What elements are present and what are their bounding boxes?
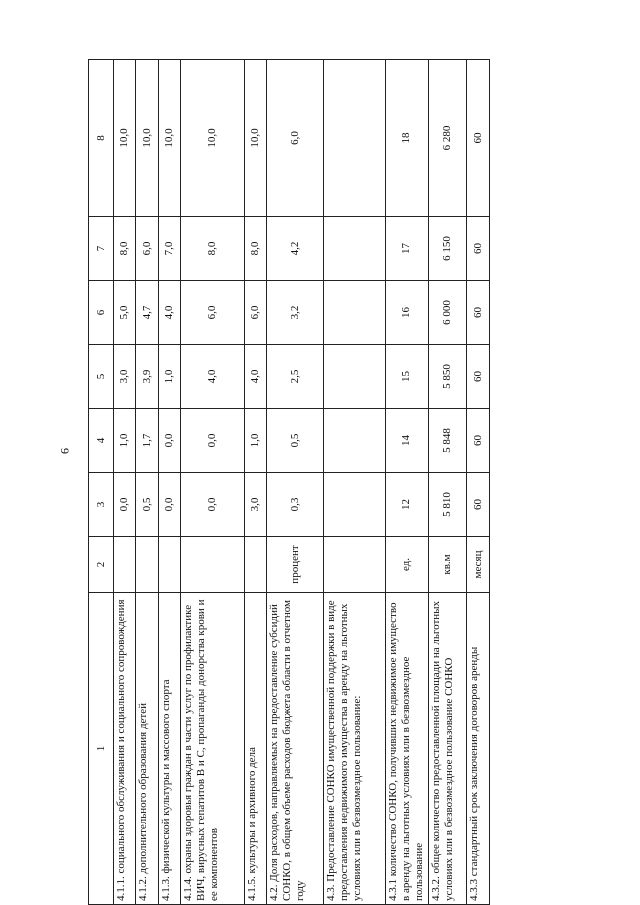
- value-cell: 16: [385, 281, 428, 345]
- value-cell: 17: [385, 217, 428, 281]
- value-cell: 0,0: [114, 473, 136, 537]
- value-cell: 0,5: [136, 473, 158, 537]
- header-row: [89, 60, 114, 905]
- header-cell: 4: [89, 409, 114, 473]
- unit-cell: [181, 537, 244, 593]
- value-cell: 3,2: [267, 281, 324, 345]
- value-cell: 3,9: [136, 345, 158, 409]
- page-number: 9: [58, 448, 72, 454]
- value-cell: 4,0: [244, 345, 266, 409]
- table-row: [114, 60, 136, 905]
- value-cell: 0,0: [158, 409, 180, 473]
- unit-cell: [114, 537, 136, 593]
- value-cell: 0,0: [181, 409, 244, 473]
- indicator-name: 4.1.5. культуры и архивного дела: [244, 593, 266, 905]
- value-cell: 60: [467, 473, 490, 537]
- unit-cell: [244, 537, 266, 593]
- value-cell: 6,0: [136, 217, 158, 281]
- table-row: [428, 60, 467, 905]
- value-cell: [324, 281, 385, 345]
- header-cell: 8: [89, 60, 114, 217]
- table-row: [244, 60, 266, 905]
- table-row: [136, 60, 158, 905]
- unit-cell: [136, 537, 158, 593]
- unit-cell: ед.: [385, 537, 428, 593]
- table-row: [158, 60, 180, 905]
- value-cell: 4,0: [181, 345, 244, 409]
- value-cell: 4,0: [158, 281, 180, 345]
- value-cell: 8,0: [244, 217, 266, 281]
- table-row: [267, 60, 324, 905]
- value-cell: 0,5: [267, 409, 324, 473]
- unit-cell: [158, 537, 180, 593]
- value-cell: 60: [467, 345, 490, 409]
- header-cell: 6: [89, 281, 114, 345]
- indicator-name: 4.1.2. дополнительного образования детей: [136, 593, 158, 905]
- indicators-table-rotated: [88, 60, 640, 901]
- value-cell: [324, 473, 385, 537]
- value-cell: [324, 345, 385, 409]
- value-cell: 10,0: [158, 60, 180, 217]
- header-cell: 1: [89, 593, 114, 905]
- indicator-name: 4.1.3. физической культуры и массового спорта: [158, 593, 180, 905]
- value-cell: 60: [467, 281, 490, 345]
- value-cell: 8,0: [114, 217, 136, 281]
- value-cell: 3,0: [244, 473, 266, 537]
- value-cell: 2,5: [267, 345, 324, 409]
- table-row: [181, 60, 244, 905]
- unit-cell: кв.м: [428, 537, 467, 593]
- unit-cell: месяц: [467, 537, 490, 593]
- header-cell: 5: [89, 345, 114, 409]
- value-cell: 14: [385, 409, 428, 473]
- value-cell: 1,7: [136, 409, 158, 473]
- value-cell: 0,3: [267, 473, 324, 537]
- value-cell: 10,0: [244, 60, 266, 217]
- value-cell: 5,0: [114, 281, 136, 345]
- value-cell: 4,7: [136, 281, 158, 345]
- table-row: [385, 60, 428, 905]
- value-cell: 6,0: [181, 281, 244, 345]
- value-cell: 6,0: [267, 60, 324, 217]
- header-cell: 2: [89, 537, 114, 593]
- header-cell: 3: [89, 473, 114, 537]
- value-cell: 5 850: [428, 345, 467, 409]
- value-cell: 1,0: [244, 409, 266, 473]
- indicators-table: [88, 59, 490, 905]
- value-cell: 10,0: [136, 60, 158, 217]
- value-cell: 1,0: [158, 345, 180, 409]
- value-cell: 6,0: [244, 281, 266, 345]
- indicator-name: 4.3.1 количество СОНКО, получивших недвижимое имущество в аренду на льготных условиях или в безвозмездное пользование: [385, 593, 428, 905]
- value-cell: 18: [385, 60, 428, 217]
- unit-cell: процент: [267, 537, 324, 593]
- table-row: [324, 60, 385, 905]
- value-cell: 0,0: [158, 473, 180, 537]
- value-cell: 6 000: [428, 281, 467, 345]
- value-cell: 1,0: [114, 409, 136, 473]
- indicator-name: 4.3. Предоставление СОНКО имущественной поддержки в виде предоставления недвижимого имущества в аренду на льготных условиях или в безвозмездное пользование:: [324, 593, 385, 905]
- value-cell: 8,0: [181, 217, 244, 281]
- value-cell: 10,0: [181, 60, 244, 217]
- indicator-name: 4.2. Доля расходов, направляемых на предоставление субсидий СОНКО, в общем объеме расходов бюджета области в отчетном году: [267, 593, 324, 905]
- indicator-name: 4.3.2. общее количество предоставленной площади на льготных условиях или в безвозмездное пользование СОНКО: [428, 593, 467, 905]
- table-row: [467, 60, 490, 905]
- indicator-name: 4.1.1. социального обслуживания и социального сопровождения: [114, 593, 136, 905]
- value-cell: 10,0: [114, 60, 136, 217]
- value-cell: [324, 60, 385, 217]
- value-cell: 4,2: [267, 217, 324, 281]
- value-cell: 12: [385, 473, 428, 537]
- value-cell: 5 848: [428, 409, 467, 473]
- value-cell: 6 280: [428, 60, 467, 217]
- value-cell: [324, 409, 385, 473]
- value-cell: 3,0: [114, 345, 136, 409]
- value-cell: 6 150: [428, 217, 467, 281]
- value-cell: 15: [385, 345, 428, 409]
- value-cell: 60: [467, 409, 490, 473]
- value-cell: 0,0: [181, 473, 244, 537]
- indicator-name: 4.1.4. охраны здоровья граждан в части услуг по профилактике ВИЧ, вирусных гепатитов В и С, пропаганды донорства крови и ее компонентов: [181, 593, 244, 905]
- value-cell: 5 810: [428, 473, 467, 537]
- value-cell: 60: [467, 60, 490, 217]
- indicator-name: 4.3.3 стандартный срок заключения договоров аренды: [467, 593, 490, 905]
- value-cell: 7,0: [158, 217, 180, 281]
- value-cell: 60: [467, 217, 490, 281]
- unit-cell: [324, 537, 385, 593]
- value-cell: [324, 217, 385, 281]
- header-cell: 7: [89, 217, 114, 281]
